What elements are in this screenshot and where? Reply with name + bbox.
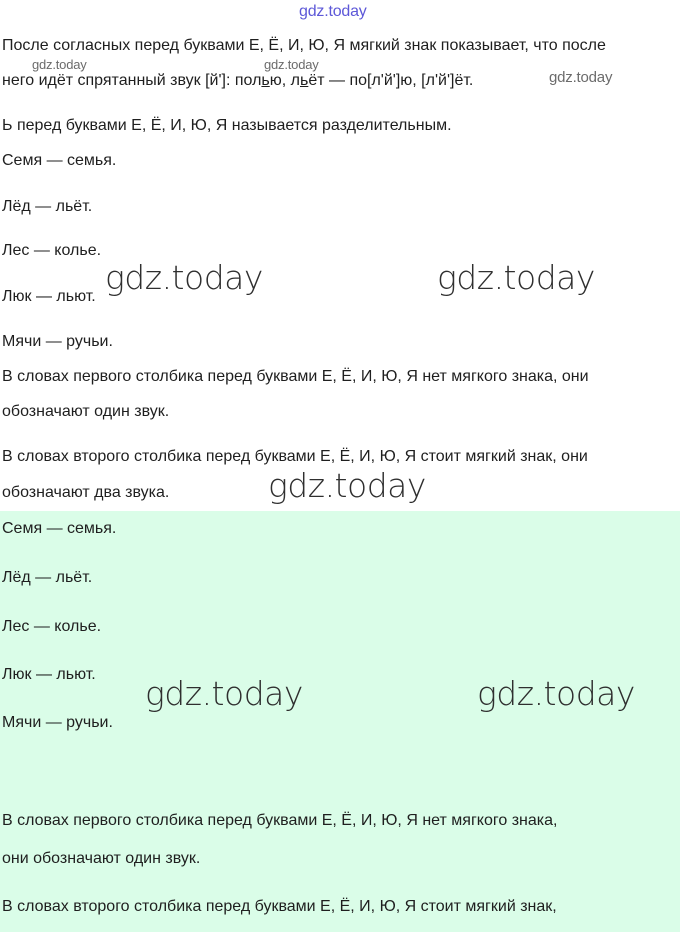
pair-bottom-1: Семя — семья. bbox=[2, 520, 117, 537]
conclusion-bottom-second-line1: В словах второго столбика перед буквами Е, Ё, И, Ю, Я стоит мягкий знак, bbox=[2, 898, 557, 915]
conclusion-top-first-line2: обозначают один звук. bbox=[2, 403, 170, 420]
conclusion-top-first-line1: В словах первого столбика перед буквами Е, Ё, И, Ю, Я нет мягкого знака, они bbox=[2, 368, 589, 385]
conclusion-top-second-line2: обозначают два звука. bbox=[2, 484, 170, 501]
soft-sign-marked: ь bbox=[261, 72, 270, 89]
conclusion-bottom-first-line2: они обозначают один звук. bbox=[2, 850, 201, 867]
watermark-small: gdz.today bbox=[32, 57, 87, 72]
site-link[interactable]: gdz.today bbox=[299, 3, 367, 20]
watermark-large: gdz.today bbox=[437, 258, 595, 297]
pair-bottom-2: Лёд — льёт. bbox=[2, 569, 93, 586]
soft-sign-marked: ь bbox=[299, 72, 309, 89]
intro-rule: Ь перед буквами Е, Ё, И, Ю, Я называется разделительным. bbox=[2, 117, 452, 134]
intro-line-1: После согласных перед буквами Е, Ё, И, Ю, Я мягкий знак показывает, что после bbox=[2, 37, 606, 54]
conclusion-top-second-line1: В словах второго столбика перед буквами Е, Ё, И, Ю, Я стоит мягкий знак, они bbox=[2, 448, 588, 465]
watermark-small: gdz.today bbox=[264, 57, 319, 72]
pair-bottom-3: Лес — колье. bbox=[2, 618, 102, 635]
watermark-large: gdz.today bbox=[105, 258, 263, 297]
pair-bottom-4: Люк — льют. bbox=[2, 666, 96, 683]
pair-top-3: Лес — колье. bbox=[2, 242, 102, 259]
watermark-large: gdz.today bbox=[268, 466, 426, 505]
watermark-large: gdz.today bbox=[145, 674, 303, 713]
pair-bottom-5: Мячи — ручьи. bbox=[2, 714, 113, 731]
pair-top-5: Мячи — ручьи. bbox=[2, 333, 113, 350]
intro-line-2: него идёт спрятанный звук [й']: полью, льёт — по[л'й']ю, [л'й']ёт. bbox=[2, 72, 474, 89]
conclusion-bottom-first-line1: В словах первого столбика перед буквами Е, Ё, И, Ю, Я нет мягкого знака, bbox=[2, 812, 558, 829]
watermark-small: gdz.today bbox=[549, 69, 613, 86]
watermark-large: gdz.today bbox=[477, 674, 635, 713]
pair-top-1: Семя — семья. bbox=[2, 152, 117, 169]
pair-top-2: Лёд — льёт. bbox=[2, 198, 93, 215]
pair-top-4: Люк — льют. bbox=[2, 288, 96, 305]
